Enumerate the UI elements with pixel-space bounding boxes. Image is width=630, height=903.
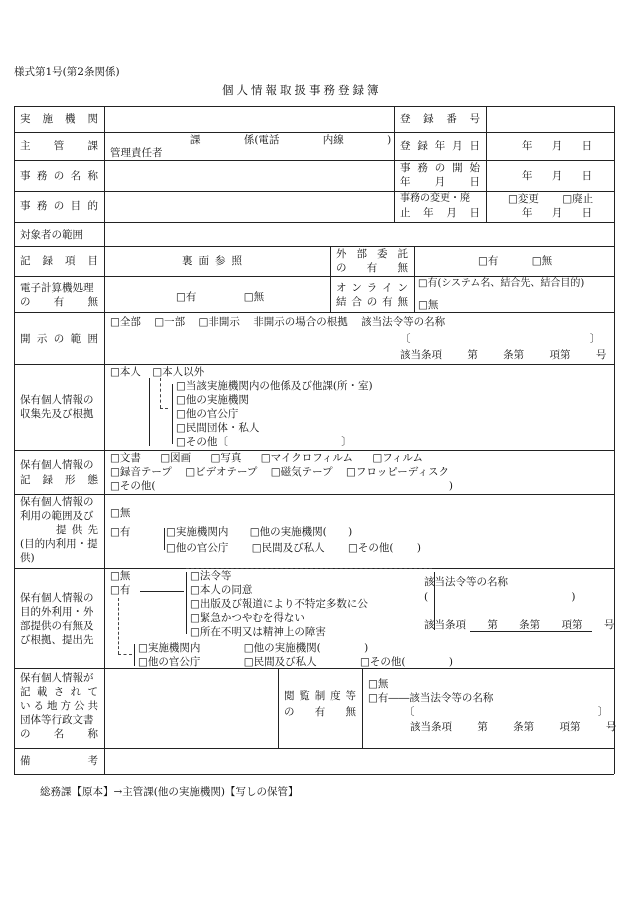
online-no[interactable]: □無 (418, 299, 439, 311)
shushu-item-1[interactable]: □当該実施機関内の他係及び他課(所・室) (176, 380, 373, 392)
label-etsuran-1: 閲 覧 制 度 等 (284, 690, 356, 702)
label-shushu-1: 保有個人情報の (20, 394, 94, 406)
etsuran-clause: 該当条項 第 条第 項第 号 (410, 721, 617, 733)
mokugai-reason-5[interactable]: □所在不明又は精神上の障害 (190, 626, 326, 638)
label-shukan-ka: 主 管 課 (20, 140, 98, 152)
kiroku-value: 裏面参照 (182, 255, 248, 267)
label-mokugai-1: 保有個人情報の (20, 592, 94, 604)
henko-date: 年 月 日 (522, 207, 593, 219)
shushu-item-2[interactable]: □他の実施機関 (176, 394, 249, 406)
shushu-item-5[interactable]: □その他〔 〕 (176, 436, 352, 448)
riyou-line1[interactable]: □実施機関内 □他の実施機関( ) (166, 526, 353, 538)
label-riyou-4: (目的内利用・提 (20, 538, 98, 550)
label-kaiji: 開 示 の 範 囲 (20, 333, 98, 345)
label-mokugai-2: 目的外利用・外 (20, 606, 94, 618)
label-kosai-4: 団体等行政文書 (20, 714, 94, 726)
mokugai-yes[interactable]: □有 (110, 584, 131, 596)
label-kosai-3: い る 地 方 公 共 (20, 700, 98, 712)
mokugai-reason-4[interactable]: □緊急かつやむを得ない (190, 612, 305, 624)
mokugai-clause: 該当条項 第 条第 項第 号 (424, 619, 615, 631)
keitai-line2[interactable]: □録音テープ □ビデオテープ □磁気テープ □フロッピーディスク (110, 466, 449, 478)
kaiji-line1[interactable]: □全部 □一部 □非開示 非開示の場合の根拠 該当法令等の名称 (110, 316, 446, 328)
page-title: 個人情報取扱事務登録簿 (222, 83, 382, 97)
kanri-sekininsha: 管理責任者 (110, 147, 163, 159)
online-yes[interactable]: □有(システム名、結合先、結合目的) (418, 278, 585, 289)
label-riyou-3: 提 供 先 (56, 524, 98, 536)
mokugai-reason-1[interactable]: □法令等 (190, 570, 232, 582)
label-mokugai-4: び根拠、提出先 (20, 634, 94, 646)
keitai-line3[interactable]: □その他( ) (110, 480, 453, 492)
henko-options[interactable]: □変更 □廃止 (508, 193, 594, 205)
gaibu-options[interactable]: □有 □無 (478, 255, 553, 267)
toroku-date: 年 月 日 (522, 140, 593, 152)
label-online-1: オ ン ラ イ ン (336, 282, 408, 294)
label-henko-1: 事務の変更・廃 (400, 193, 470, 204)
label-gaibu-1: 外 部 委 託 (336, 248, 408, 260)
label-online-2: 結 合 の 有 無 (336, 296, 408, 308)
label-taishosha: 対象者の範囲 (20, 229, 83, 241)
denshi-options[interactable]: □有 □無 (176, 291, 265, 303)
label-jimu-meisho: 事 務 の 名 称 (20, 170, 98, 182)
mokugai-law-name: 該当法令等の名称 (424, 576, 508, 588)
label-riyou-2: 利用の範囲及び (20, 510, 94, 522)
form-number: 様式第1号(第2条関係) (14, 66, 120, 78)
riyou-no[interactable]: □無 (110, 507, 131, 519)
mokugai-dest2[interactable]: □他の官公庁 □民間及び私人 □その他( ) (138, 656, 453, 668)
ka-line: 課 係(電話 内線 ) (190, 134, 392, 146)
kaishi-date: 年 月 日 (522, 170, 593, 182)
footer-note: 総務課【原本】→主管課(他の実施機関)【写しの保管】 (40, 786, 299, 798)
label-riyou-1: 保有個人情報の (20, 496, 94, 508)
mokugai-law-paren: ( ) (424, 591, 576, 603)
label-denshi-2: の 有 無 (20, 296, 98, 308)
mokugai-no[interactable]: □無 (110, 570, 131, 582)
kaiji-line2: 〔 〕 (400, 333, 601, 345)
mokugai-dest1[interactable]: □実施機関内 □他の実施機関( ) (138, 642, 369, 654)
shushu-item-4[interactable]: □民間団体・私人 (176, 422, 260, 434)
label-kosai-5: の 名 称 (20, 728, 98, 740)
label-kaishi-2: 年 月 日 (400, 176, 480, 188)
label-keitai-1: 保有個人情報の (20, 459, 94, 471)
shushu-top[interactable]: □本人 □本人以外 (110, 366, 205, 378)
label-mokugai-3: 部提供の有無及 (20, 620, 94, 632)
label-denshi-1: 電子計算機処理 (20, 282, 94, 294)
etsuran-yes[interactable]: □有――該当法令等の名称 (368, 692, 494, 704)
label-kaishi-1: 事 務 の 開 始 (400, 162, 480, 174)
mokugai-reason-3[interactable]: □出版及び報道により不特定多数に公 (190, 598, 368, 610)
label-henko-2: 止 年 月 日 (400, 207, 480, 219)
label-riyou-5: 供) (20, 552, 35, 564)
label-etsuran-2: の 有 無 (284, 706, 356, 718)
label-jisshi-kikan: 実 施 機 関 (20, 113, 98, 125)
etsuran-no[interactable]: □無 (368, 678, 389, 690)
etsuran-bracket: 〔 〕 (404, 706, 609, 718)
mokugai-reason-2[interactable]: □本人の同意 (190, 584, 253, 596)
label-toroku-nengappi: 登 録 年 月 日 (400, 140, 480, 152)
label-kiroku-komoku: 記 録 項 目 (20, 255, 98, 267)
label-toroku-bango: 登 録 番 号 (400, 113, 480, 125)
kaiji-line3: 該当条項 第 条第 項第 号 (400, 349, 607, 361)
label-kosai-1: 保有個人情報が (20, 672, 94, 684)
label-biko: 備 考 (20, 755, 98, 767)
keitai-line1[interactable]: □文書 □図画 □写真 □マイクロフィルム □フィルム (110, 452, 424, 464)
label-gaibu-2: の 有 無 (336, 262, 408, 274)
label-keitai-2: 記 録 形 態 (20, 474, 98, 486)
label-kosai-2: 記 載 さ れ て (20, 686, 98, 698)
riyou-yes[interactable]: □有 (110, 526, 131, 538)
label-jimu-mokuteki: 事 務 の 目 的 (20, 200, 98, 212)
shushu-item-3[interactable]: □他の官公庁 (176, 408, 239, 420)
riyou-line2[interactable]: □他の官公庁 □民間及び私人 □その他( ) (166, 542, 421, 554)
label-shushu-2: 収集先及び根拠 (20, 408, 94, 420)
